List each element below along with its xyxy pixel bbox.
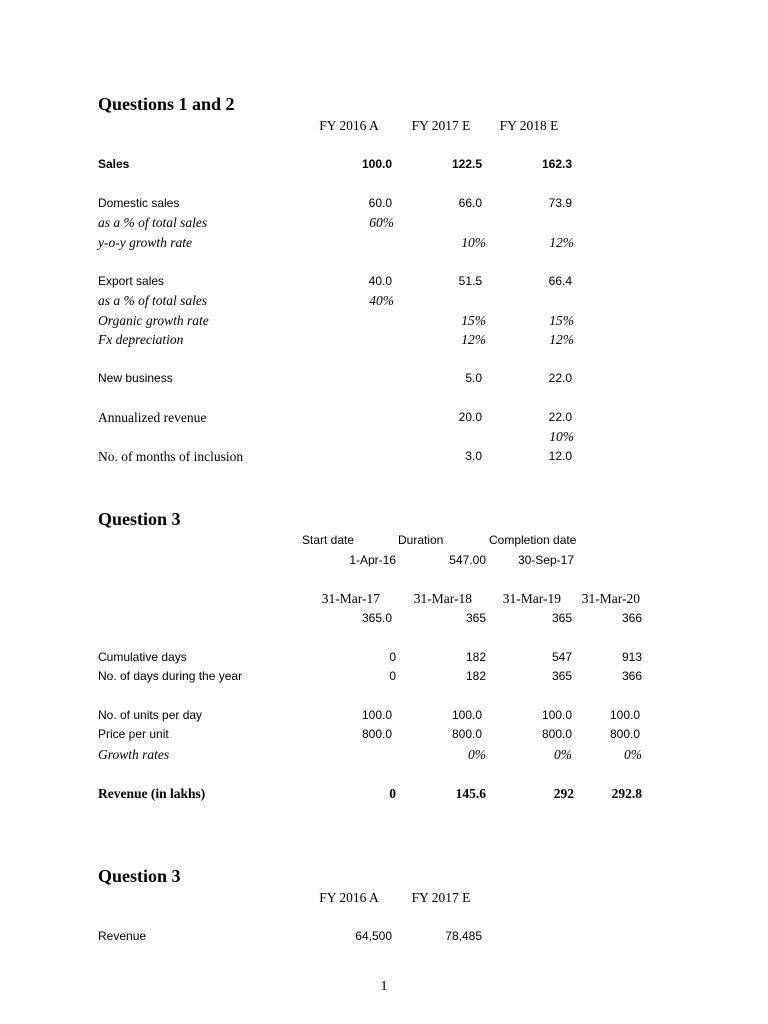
cell: 0 — [389, 669, 396, 683]
cell: 365 — [551, 611, 572, 625]
row-label: No. of months of inclusion — [98, 449, 244, 464]
row-label: Organic growth rate — [98, 313, 209, 328]
cell: 66.0 — [458, 196, 482, 210]
col-header-fy2018: FY 2018 E — [499, 118, 559, 133]
cell: 100.0 — [609, 708, 640, 722]
cell: 0 — [389, 786, 396, 801]
project-header-duration: Duration — [398, 533, 444, 547]
cell: 100.0 — [451, 708, 482, 722]
cell: 10% — [549, 429, 574, 444]
cell: 292.8 — [611, 786, 642, 801]
col-header-fy2016: FY 2016 A — [319, 890, 379, 905]
cell: 64,500 — [355, 929, 392, 943]
section-title-q3-second: Question 3 — [98, 866, 181, 886]
row-label: as a % of total sales — [98, 293, 208, 308]
cell: 51.5 — [458, 274, 482, 288]
row-label: y-o-y growth rate — [98, 235, 192, 250]
row-label: Sales — [98, 157, 130, 171]
cell: 122.5 — [451, 157, 482, 171]
cell: 145.6 — [455, 786, 486, 801]
project-header-completion: Completion date — [489, 533, 577, 547]
cell: 800.0 — [609, 727, 640, 741]
cell: 800.0 — [451, 727, 482, 741]
cell: 5.0 — [465, 371, 482, 385]
row-label: No. of days during the year — [98, 669, 243, 683]
row-label: No. of units per day — [98, 708, 203, 722]
cell: 292 — [553, 786, 574, 801]
row-label: Export sales — [98, 274, 165, 288]
cell: 73.9 — [548, 196, 572, 210]
cell: 3.0 — [465, 449, 482, 463]
cell: 0% — [554, 747, 572, 762]
cell: 365.0 — [361, 611, 392, 625]
cell: 66.4 — [548, 274, 572, 288]
col-header-date: 31-Mar-20 — [581, 591, 640, 606]
page-number: 1 — [380, 979, 388, 994]
project-duration-value: 547.00 — [449, 553, 486, 567]
cell: 800.0 — [541, 727, 572, 741]
row-label: Fx depreciation — [98, 332, 184, 347]
cell: 12% — [461, 332, 486, 347]
cell: 0% — [468, 747, 486, 762]
cell: 78,485 — [445, 929, 482, 943]
cell: 15% — [549, 313, 574, 328]
cell: 22.0 — [548, 371, 572, 385]
col-header-fy2016: FY 2016 A — [319, 118, 379, 133]
cell: 913 — [621, 650, 642, 664]
cell: 20.0 — [458, 410, 482, 424]
cell: 12% — [549, 235, 574, 250]
cell: 365 — [551, 669, 572, 683]
cell: 100.0 — [361, 708, 392, 722]
cell: 60% — [369, 215, 394, 230]
cell: 0% — [624, 747, 642, 762]
cell: 182 — [465, 669, 486, 683]
row-label: Cumulative days — [98, 650, 187, 664]
cell: 10% — [461, 235, 486, 250]
cell: 100.0 — [541, 708, 572, 722]
col-header-date: 31-Mar-18 — [413, 591, 472, 606]
cell: 366 — [621, 669, 642, 683]
cell: 12% — [549, 332, 574, 347]
cell: 22.0 — [548, 410, 572, 424]
cell: 40% — [369, 293, 394, 308]
cell: 12.0 — [548, 449, 572, 463]
cell: 547 — [551, 650, 572, 664]
cell: 365 — [465, 611, 486, 625]
project-start-value: 1-Apr-16 — [349, 553, 396, 567]
cell: 15% — [461, 313, 486, 328]
section-title-q12: Questions 1 and 2 — [98, 94, 235, 114]
row-label: New business — [98, 371, 173, 385]
col-header-fy2017: FY 2017 E — [411, 890, 471, 905]
cell: 182 — [465, 650, 486, 664]
row-label: Domestic sales — [98, 196, 180, 210]
row-label: Annualized revenue — [98, 410, 207, 425]
project-header-start: Start date — [302, 533, 355, 547]
cell: 40.0 — [368, 274, 392, 288]
cell: 100.0 — [361, 157, 392, 171]
cell: 60.0 — [368, 196, 392, 210]
row-label: as a % of total sales — [98, 215, 208, 230]
col-header-date: 31-Mar-19 — [502, 591, 561, 606]
row-label: Price per unit — [98, 727, 169, 741]
cell: 800.0 — [361, 727, 392, 741]
section-title-q3: Question 3 — [98, 509, 181, 529]
row-label: Growth rates — [98, 747, 170, 762]
row-label: Revenue — [98, 929, 147, 943]
project-completion-value: 30-Sep-17 — [517, 553, 574, 567]
cell: 366 — [621, 611, 642, 625]
cell: 162.3 — [541, 157, 572, 171]
col-header-fy2017: FY 2017 E — [411, 118, 471, 133]
cell: 0 — [389, 650, 396, 664]
row-label: Revenue (in lakhs) — [98, 786, 206, 801]
col-header-date: 31-Mar-17 — [321, 591, 380, 606]
